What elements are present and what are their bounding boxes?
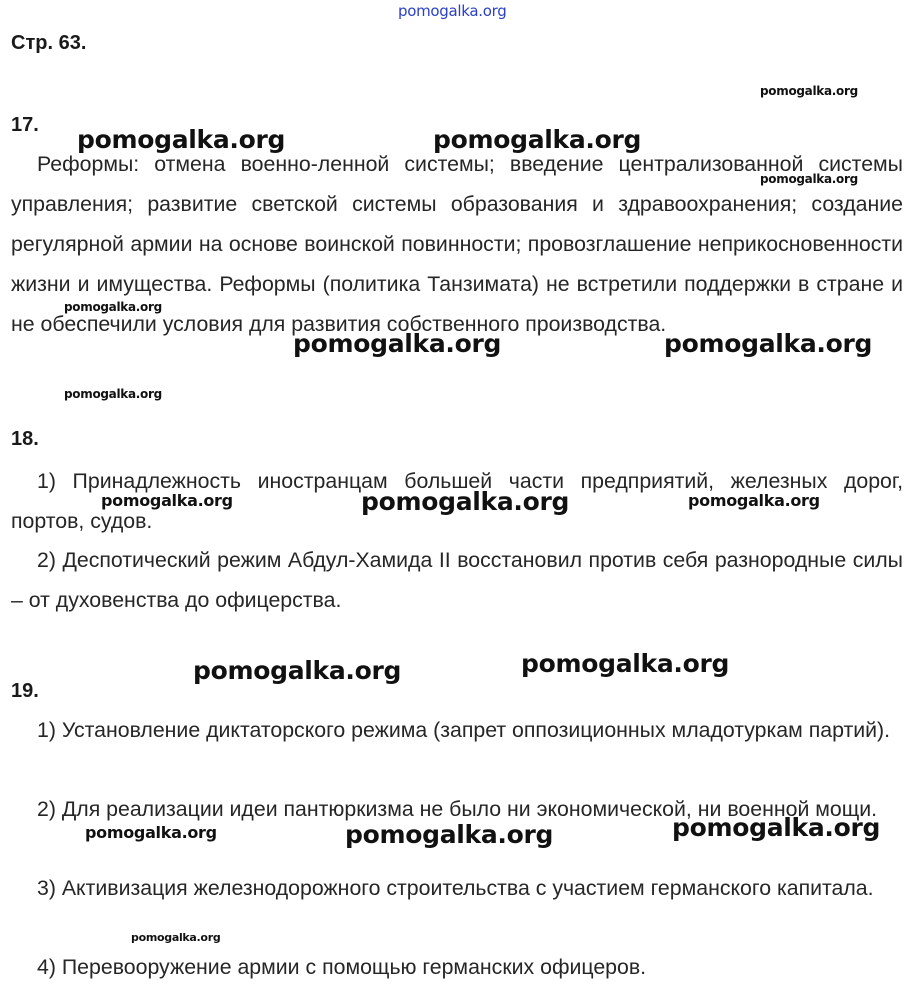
watermark: pomogalka.org (760, 172, 858, 186)
watermark-top: pomogalka.org (398, 2, 507, 20)
task-18-paragraph-1: 1) Принадлежность иностранцам большей части предприятий, железных дорог, портов, судов. (11, 469, 903, 533)
watermark: pomogalka.org (672, 813, 881, 842)
task-number-19: 19. (11, 680, 39, 702)
task-number-17: 17. (11, 114, 39, 136)
task-18-paragraph-2: 2) Деспотический режим Абдул-Хамида II восстановил против себя разнородные силы – от духовенства до офицерства. (11, 548, 903, 612)
watermark: pomogalka.org (77, 125, 286, 154)
page-heading: Стр. 63. (11, 32, 87, 54)
watermark: pomogalka.org (101, 491, 233, 510)
watermark: pomogalka.org (688, 491, 820, 510)
watermark: pomogalka.org (64, 300, 162, 314)
watermark: pomogalka.org (664, 329, 873, 358)
watermark: pomogalka.org (521, 649, 730, 678)
watermark: pomogalka.org (361, 487, 570, 516)
watermark: pomogalka.org (64, 387, 162, 401)
watermark: pomogalka.org (433, 125, 642, 154)
task-19-paragraph-1: 1) Установление диктаторского режима (запрет оппозиционных младотуркам партий). (37, 718, 891, 742)
watermark: pomogalka.org (85, 823, 217, 842)
task-17-paragraph-1: Реформы: отмена военно-ленной системы; введение централизованной системы управления; развитие светской системы образования и здравоохранения; создание регулярной армии на основе воинской повинности; провозглашение неприкосновенности жизни и имущества. Реформы (политика Танзимата) не встретили поддержки в стране и не обеспечили условия для развития собственного производства. (11, 152, 903, 336)
watermark: pomogalka.org (193, 656, 402, 685)
watermark: pomogalka.org (760, 84, 858, 98)
watermark: pomogalka.org (345, 820, 554, 849)
task-number-18: 18. (11, 428, 39, 450)
watermark: pomogalka.org (131, 931, 221, 944)
task-19-paragraph-4: 4) Перевооружение армии с помощью германских офицеров. (37, 955, 647, 979)
task-19-paragraph-2: 2) Для реализации идеи пантюркизма не было ни экономической, ни военной мощи. (37, 797, 878, 821)
task-19-paragraph-3: 3) Активизация железнодорожного строительства с участием германского капитала. (37, 876, 874, 900)
watermark: pomogalka.org (293, 329, 502, 358)
